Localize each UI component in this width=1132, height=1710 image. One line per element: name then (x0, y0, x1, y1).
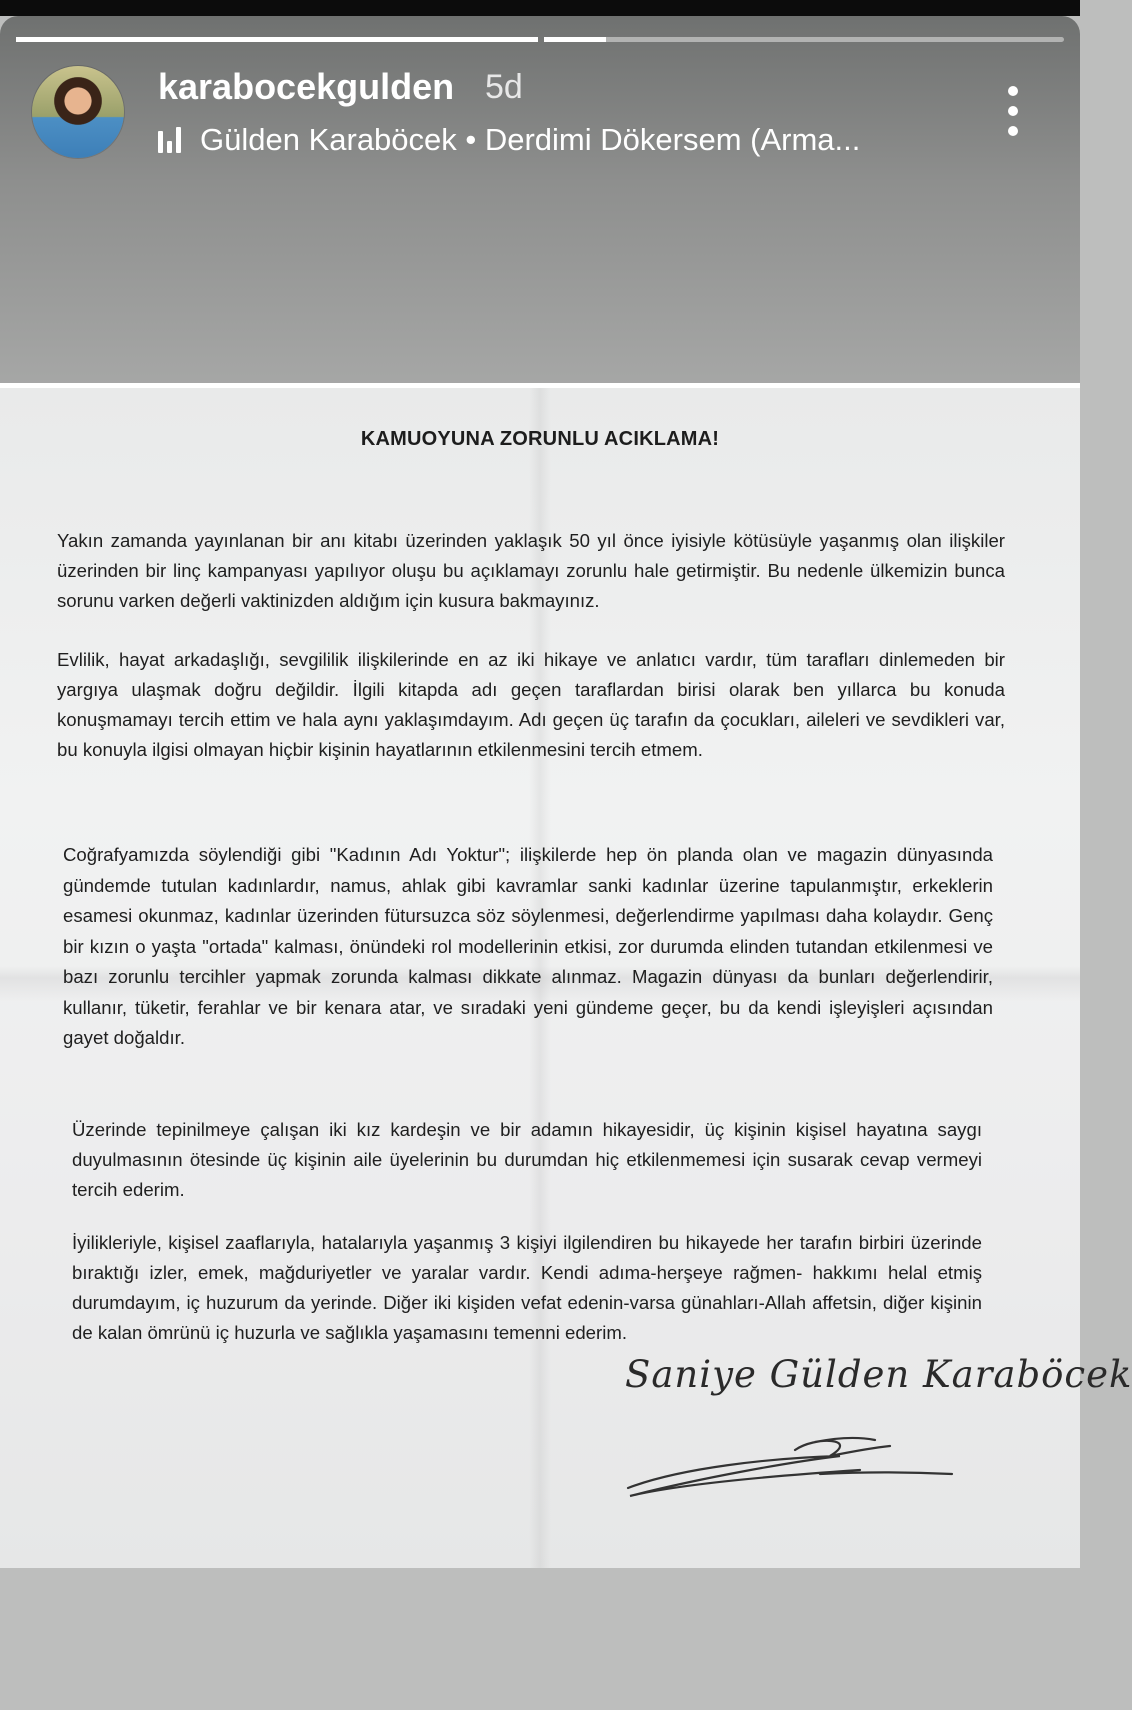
document-paragraph-3: Coğrafyamızda söylendiği gibi "Kadının Adı Yoktur"; ilişkilerde hep ön planda olan ve magazin dünyasında gündemde tutulan kadınlardır, namus, ahlak gibi kavramlar sanki kadınlar üzerine tapulanmıştır, erkeklerin esamesi okunmaz, kadınlar üzerinden fütursuzca söz söylenmesi, değerlendirme yapılması daha kolaydır. Genç bir kızın o yaşta "ortada" kalması, önündeki rol modellerinin etkisi, zor durumda elinden tutandan etkilenmesi ve bazı zorunlu tercihler yapmak zorunda kalması dikkate alınmaz. Magazin dünyası da bunları değerlendirir, kullanır, tüketir, ferahlar ve bir kenara atar, ve sıradaki yeni gündeme geçer, bu da kendi işleyişleri açısından gayet doğaldır. (63, 844, 993, 1048)
document-paragraph-5: İyilikleriyle, kişisel zaaflarıyla, hatalarıyla yaşanmış 3 kişiyi ilgilendiren bu hikayede her tarafın birbiri üzerinde bıraktığı izler, emek, mağduriyetler ve yaralar vardır. Kendi adıma-herşeye rağmen- hakkımı helal etmiş durumdayım, iç huzurum da yerinde. Diğer iki kişiden vefat edenin-varsa günahları-Allah affetsin, diğer kişinin de kalan ömrünü iç huzurla ve sağlıkla yaşamasını temenni ederim. (72, 1232, 982, 1343)
document-paragraph-4: Üzerinde tepinilmeye çalışan iki kız kardeşin ve bir adamın hikayesidir, üç kişinin kişisel hayatına saygı duyulmasının ötesinde üç kişinin aile üyelerinin bu durumdan hiç etkilenmemesi için susarak cevap vermeyi tercih ederim. (72, 1119, 982, 1200)
avatar[interactable] (32, 66, 124, 158)
document-paragraph-1: Yakın zamanda yayınlanan bir anı kitabı üzerinden yaklaşık 50 yıl önce iyisiyle kötüsüyle yaşanmış olan ilişkiler üzerinden bir linç kampanyası yapılıyor oluşu bu açıklamayı zorunlu hale getirmiştir. Bu nedenle ülkemizin bunca sorunu varken değerli vaktinizden aldığım için kusura bakmayınız. (57, 530, 1005, 611)
more-vertical-icon[interactable] (1000, 86, 1026, 136)
music-bars-icon (158, 127, 186, 153)
document-title: KAMUOYUNA ZORUNLU ACIKLAMA! (360, 428, 720, 450)
document-paragraph-2: Evlilik, hayat arkadaşlığı, sevgililik ilişkilerinde en az iki hikaye ve anlatıcı vardır, tüm tarafları dinlemeden bir yargıya ulaşmak doğru değildir. İlgili kitapda adı geçen taraflardan birisi olarak ben yıllarca bu konuda konuşmamayı tercih ettim ve hala aynı yaklaşımdayım. Adı geçen üç tarafın da çocukları, aileleri ve sevdikleri var, bu konuyla ilgisi olmayan hiçbir kişinin hayatlarının etkilenmesini tercih etmem. (57, 649, 1005, 760)
music-attribution[interactable] (158, 120, 860, 160)
story-time: 5d (485, 68, 523, 106)
signature-scribble (620, 1418, 960, 1508)
signature-name: Saniye Gülden Karaböcek (625, 1353, 1132, 1396)
story-progress-fill-1 (16, 37, 538, 42)
story-progress-fill-2 (544, 37, 606, 42)
music-text: Gülden Karaböcek • Derdimi Dökersem (Arma... (200, 122, 861, 157)
story-username[interactable]: karabocekgulden (158, 66, 455, 107)
story-progress-bar-1 (16, 37, 538, 42)
story-progress-bar-2 (544, 37, 1064, 42)
document-photo (0, 383, 1132, 1568)
status-strip (0, 0, 1080, 16)
